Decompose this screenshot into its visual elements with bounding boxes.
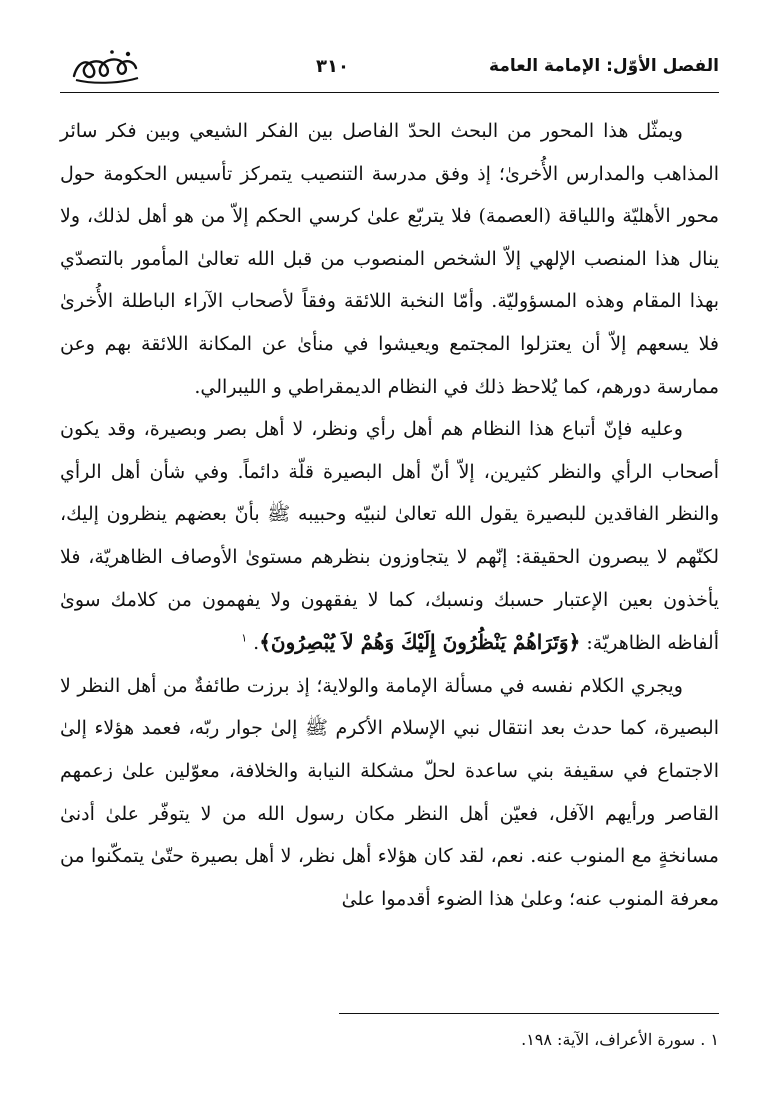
- quran-quote: ﴿وَتَرَاهُمْ يَنْظُرُونَ إِلَيْكَ وَهُمْ لاَ يُبْصِرُونَ﴾: [259, 630, 581, 655]
- chapter-title: الفصل الأوّل: الإمامة العامة: [489, 56, 719, 76]
- publisher-logo-icon: [68, 46, 142, 86]
- paragraph-3: ويجري الكلام نفسه في مسألة الإمامة والولاية؛ إذ برزت طائفةٌ من أهل النظر لا البصيرة، كما حدث بعد انتقال نبي الإسلام الأكرم ﷺ إلىٰ جوار ربّه، فعمد هؤلاء إلىٰ الاجتماع في سقيفة بني ساعدة لحلّ مشكلة النيابة والخلافة، معوّلين علىٰ زعمهم القاصر ورأيهم الآفل، فعيّن أهل النظر مكان رسول الله من لا يتوفّر علىٰ أدنىٰ مسانخةٍ مع المنوب عنه. نعم، لقد كان هؤلاء أهل نظر، لا أهل بصيرة حتّىٰ يتمكّنوا من معرفة المنوب عنه؛ وعلىٰ هذا الضوء أقدموا علىٰ: [60, 674, 719, 910]
- paragraph-1: ويمثّل هذا المحور من البحث الحدّ الفاصل بين الفكر الشيعي وبين فكر سائر المذاهب والمدارس الأُخرىٰ؛ إذ وفق مدرسة التنصيب يتمركز تأسيس الحكومة حول محور الأهليّة واللياقة (العصمة) فلا يتربّع علىٰ كرسي الحكم إلاّ من هو أهل لذلك، ولا ينال هذا المنصب الإلهي إلاّ الشخص المنصوب من قبل الله تعالىٰ المأمور بالتصدّي بهذا المقام وهذه المسؤوليّة. وأمّا النخبة اللائقة وفقاً لأصحاب الآراء الباطلة الأُخرىٰ فلا يسعهم إلاّ أن يعتزلوا المجتمع ويعيشوا في منأىٰ عن المكانة اللائقة بهم وعن ممارسة دورهم، كما يُلاحظ ذلك في النظام الديمقراطي و الليبرالي.: [60, 120, 719, 398]
- header-divider: [60, 92, 719, 93]
- paragraph-2: وعليه فإنّ أتباع هذا النظام هم أهل رأي ونظر، لا أهل بصر وبصيرة، وقد يكون أصحاب الرأي والنظر كثيرين، إلاّ أنّ أهل البصيرة قلّة دائماً. وفي شأن أهل الرأي والنظر الفاقدين للبصيرة يقول الله تعالىٰ لنبيّه وحبيبه ﷺ بأنّ بعضهم ينظرون إليك، لكنّهم لا يبصرون الحقيقة: إنّهم لا يتجاوزون بنظرهم مستوىٰ الأوصاف الظاهريّة، فلا يأخذون بعين الإعتبار حسبك ونسبك، كما لا يفقهون ولا يفهمون من كلامك سوىٰ ألفاظه الظاهريّة: ﴿وَتَرَاهُمْ يَنْظُرُونَ إِلَيْكَ وَهُمْ لاَ يُبْصِرُونَ﴾. $^١$: [60, 418, 719, 655]
- footnote-ref: ١: [241, 631, 248, 645]
- paragraph-2-text: وعليه فإنّ أتباع هذا النظام هم أهل رأي ونظر، لا أهل بصر وبصيرة، وقد يكون أصحاب الرأي والنظر كثيرين، إلاّ أنّ أهل البصيرة قلّة دائماً. وفي شأن أهل الرأي والنظر الفاقدين للبصيرة يقول الله تعالىٰ لنبيّه وحبيبه ﷺ بأنّ بعضهم ينظرون إليك، لكنّهم لا يبصرون الحقيقة: إنّهم لا يتجاوزون بنظرهم مستوىٰ الأوصاف الظاهريّة، فلا يأخذون بعين الإعتبار حسبك ونسبك، كما لا يفقهون ولا يفهمون من كلامك سوىٰ ألفاظه الظاهريّة:: [60, 418, 719, 655]
- page-header: [60, 40, 719, 90]
- footnote-divider: [339, 1013, 719, 1014]
- main-text: [60, 110, 719, 920]
- page-number: ٣١٠: [316, 56, 349, 77]
- footnote: ١ . سورة الأعراف، الآية: ١٩٨.: [521, 1030, 719, 1049]
